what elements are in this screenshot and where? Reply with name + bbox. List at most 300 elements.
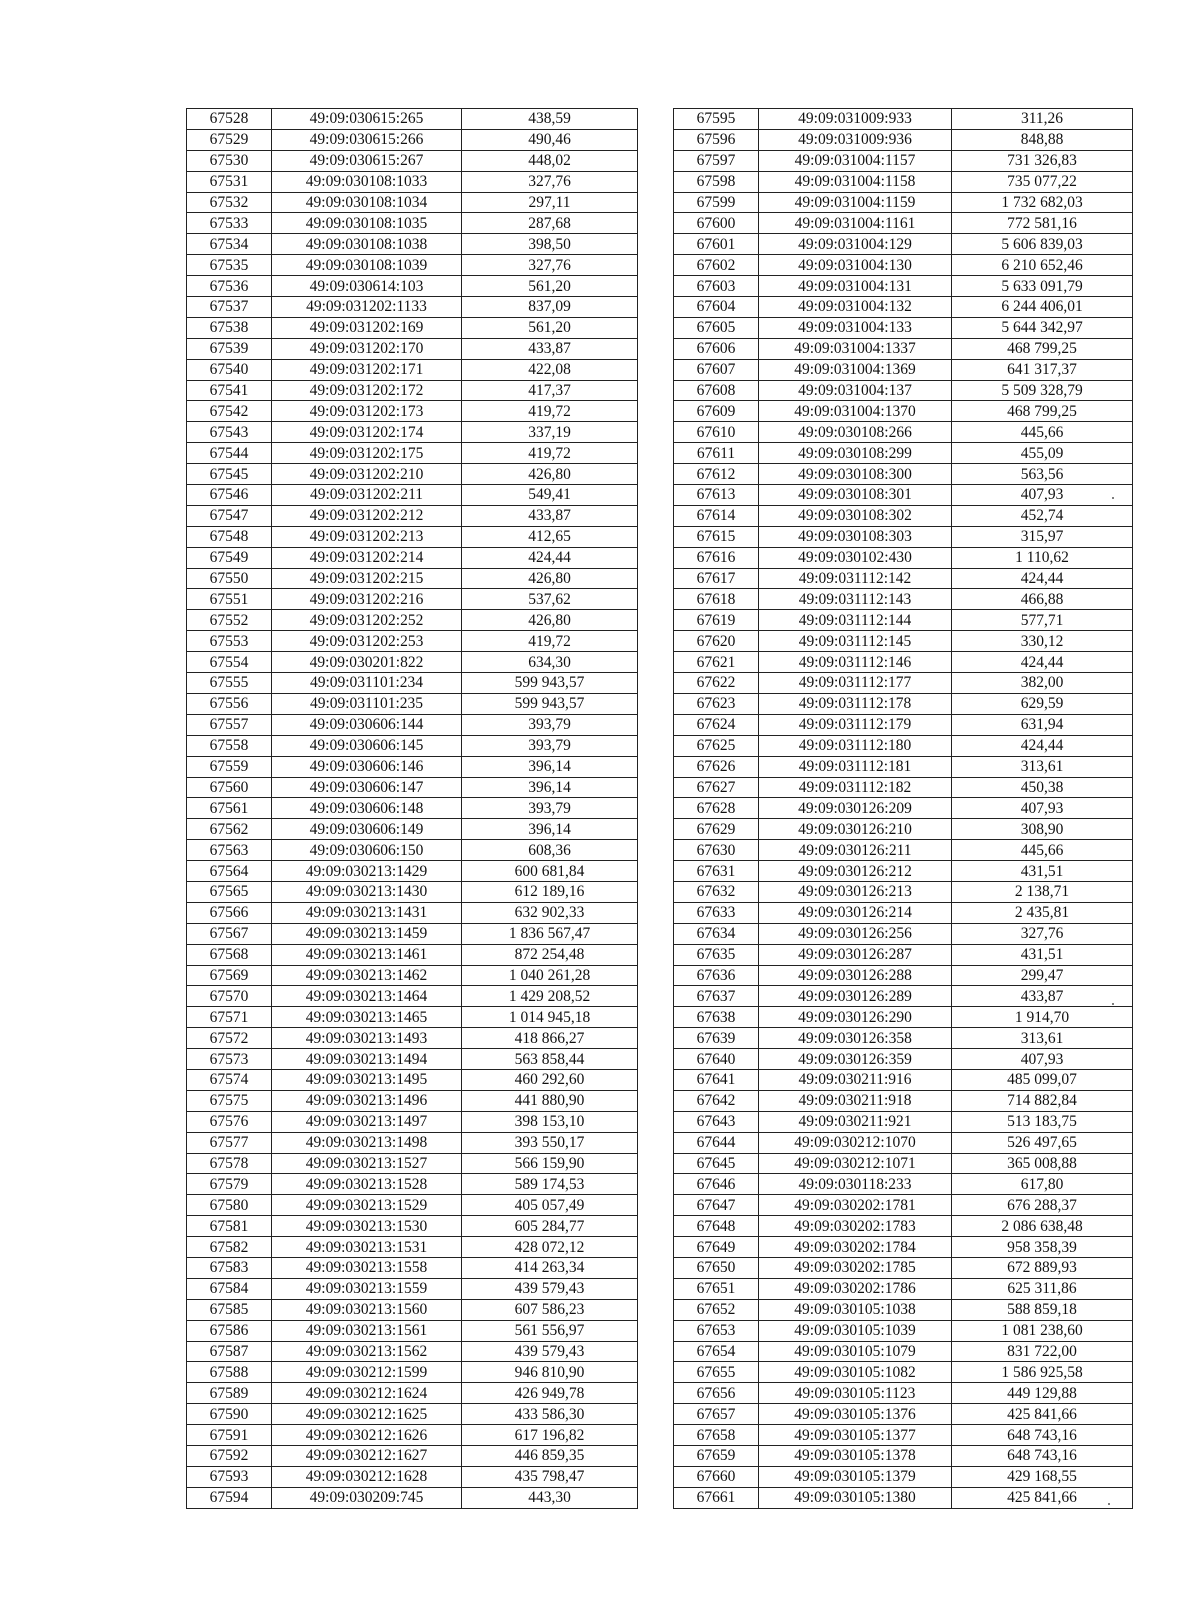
cadastral-number-cell: 49:09:031101:235	[272, 693, 462, 714]
value-cell: 422,08	[462, 359, 638, 380]
value-cell: 468 799,25	[952, 338, 1133, 359]
record-number-cell: 67624	[674, 714, 759, 735]
table-row	[187, 317, 638, 338]
cadastral-number-cell: 49:09:031202:216	[272, 589, 462, 610]
table-row	[187, 756, 638, 777]
record-number-cell: 67597	[674, 150, 759, 171]
table-row	[674, 1278, 1133, 1299]
cadastral-number-cell: 49:09:030213:1562	[272, 1341, 462, 1362]
table-row	[674, 213, 1133, 234]
cadastral-number-cell: 49:09:031112:146	[759, 652, 952, 673]
table-row	[187, 380, 638, 401]
cadastral-number-cell: 49:09:031202:252	[272, 610, 462, 631]
scan-speck	[1112, 1003, 1114, 1005]
table-row	[187, 714, 638, 735]
table-row	[187, 693, 638, 714]
cadastral-number-cell: 49:09:030212:1625	[272, 1404, 462, 1425]
scan-speck	[1108, 1503, 1110, 1505]
cadastral-number-cell: 49:09:030105:1079	[759, 1341, 952, 1362]
table-row	[674, 1090, 1133, 1111]
table-row	[674, 1028, 1133, 1049]
record-number-cell: 67647	[674, 1195, 759, 1216]
table-row	[674, 171, 1133, 192]
cadastral-number-cell: 49:09:030213:1430	[272, 881, 462, 902]
cadastral-number-cell: 49:09:031004:1158	[759, 171, 952, 192]
value-cell: 426 949,78	[462, 1383, 638, 1404]
cadastral-number-cell: 49:09:031004:131	[759, 276, 952, 297]
scan-speck	[1112, 497, 1114, 499]
cadastral-number-cell: 49:09:030126:256	[759, 923, 952, 944]
cadastral-number-cell: 49:09:030213:1465	[272, 1007, 462, 1028]
table-row	[674, 1487, 1133, 1508]
value-cell: 648 743,16	[952, 1425, 1133, 1446]
cadastral-number-cell: 49:09:031202:215	[272, 568, 462, 589]
record-number-cell: 67588	[187, 1362, 272, 1383]
record-number-cell: 67572	[187, 1028, 272, 1049]
cadastral-number-cell: 49:09:030126:210	[759, 819, 952, 840]
table-row	[674, 944, 1133, 965]
table-row	[674, 422, 1133, 443]
table-row	[187, 401, 638, 422]
table-row	[674, 485, 1133, 506]
cadastral-number-cell: 49:09:030105:1039	[759, 1320, 952, 1341]
record-number-cell: 67632	[674, 881, 759, 902]
value-cell: 330,12	[952, 631, 1133, 652]
record-number-cell: 67654	[674, 1341, 759, 1362]
cadastral-number-cell: 49:09:030108:1033	[272, 171, 462, 192]
record-number-cell: 67538	[187, 317, 272, 338]
value-cell: 315,97	[952, 526, 1133, 547]
record-number-cell: 67557	[187, 714, 272, 735]
cadastral-number-cell: 49:09:031202:174	[272, 422, 462, 443]
table-row	[674, 798, 1133, 819]
table-row	[674, 1383, 1133, 1404]
record-number-cell: 67537	[187, 297, 272, 318]
record-number-cell: 67591	[187, 1425, 272, 1446]
value-cell: 327,76	[952, 923, 1133, 944]
table-row	[674, 1299, 1133, 1320]
table-row	[674, 109, 1133, 130]
table-row	[187, 1487, 638, 1508]
record-number-cell: 67528	[187, 109, 272, 130]
cadastral-number-cell: 49:09:030202:1785	[759, 1257, 952, 1278]
record-number-cell: 67566	[187, 902, 272, 923]
table-row	[674, 317, 1133, 338]
table-row	[674, 401, 1133, 422]
cadastral-number-cell: 49:09:031202:1133	[272, 297, 462, 318]
value-cell: 1 732 682,03	[952, 192, 1133, 213]
table-row	[674, 756, 1133, 777]
value-cell: 561,20	[462, 317, 638, 338]
table-row	[187, 1195, 638, 1216]
value-cell: 5 644 342,97	[952, 317, 1133, 338]
cadastral-number-cell: 49:09:030213:1429	[272, 861, 462, 882]
table-row	[674, 1007, 1133, 1028]
value-cell: 393 550,17	[462, 1132, 638, 1153]
table-row	[187, 505, 638, 526]
table-row	[674, 255, 1133, 276]
record-number-cell: 67563	[187, 840, 272, 861]
cadastral-number-cell: 49:09:030105:1377	[759, 1425, 952, 1446]
value-cell: 448,02	[462, 150, 638, 171]
cadastral-number-cell: 49:09:031004:1159	[759, 192, 952, 213]
value-cell: 563,56	[952, 464, 1133, 485]
record-number-cell: 67550	[187, 568, 272, 589]
value-cell: 449 129,88	[952, 1383, 1133, 1404]
table-row	[187, 1383, 638, 1404]
cadastral-number-cell: 49:09:030213:1559	[272, 1278, 462, 1299]
table-row	[674, 359, 1133, 380]
table-row	[674, 673, 1133, 694]
record-number-cell: 67534	[187, 234, 272, 255]
record-number-cell: 67638	[674, 1007, 759, 1028]
value-cell: 431,51	[952, 944, 1133, 965]
cadastral-number-cell: 49:09:030606:145	[272, 735, 462, 756]
record-number-cell: 67569	[187, 965, 272, 986]
table-row	[187, 1466, 638, 1487]
table-row	[674, 505, 1133, 526]
record-number-cell: 67535	[187, 255, 272, 276]
value-cell: 398,50	[462, 234, 638, 255]
value-cell: 561,20	[462, 276, 638, 297]
record-number-cell: 67656	[674, 1383, 759, 1404]
record-number-cell: 67568	[187, 944, 272, 965]
cadastral-number-cell: 49:09:030213:1558	[272, 1257, 462, 1278]
table-row	[674, 1174, 1133, 1195]
cadastral-number-cell: 49:09:031004:129	[759, 234, 952, 255]
table-row	[187, 464, 638, 485]
cadastral-number-cell: 49:09:030212:1627	[272, 1446, 462, 1467]
value-cell: 419,72	[462, 443, 638, 464]
table-row	[187, 1425, 638, 1446]
record-number-cell: 67551	[187, 589, 272, 610]
record-number-cell: 67661	[674, 1487, 759, 1508]
table-row	[674, 150, 1133, 171]
cadastral-number-cell: 49:09:031202:172	[272, 380, 462, 401]
value-cell: 1 836 567,47	[462, 923, 638, 944]
cadastral-number-cell: 49:09:030213:1431	[272, 902, 462, 923]
value-cell: 632 902,33	[462, 902, 638, 923]
cadastral-number-cell: 49:09:030213:1527	[272, 1153, 462, 1174]
value-cell: 327,76	[462, 255, 638, 276]
cadastral-number-cell: 49:09:030606:144	[272, 714, 462, 735]
value-cell: 396,14	[462, 756, 638, 777]
value-cell: 612 189,16	[462, 881, 638, 902]
cadastral-number-cell: 49:09:031202:211	[272, 485, 462, 506]
value-cell: 433,87	[462, 505, 638, 526]
table-row	[187, 861, 638, 882]
value-cell: 1 040 261,28	[462, 965, 638, 986]
value-cell: 1 110,62	[952, 547, 1133, 568]
cadastral-number-cell: 49:09:030213:1531	[272, 1237, 462, 1258]
table-row	[674, 777, 1133, 798]
record-number-cell: 67659	[674, 1446, 759, 1467]
value-cell: 393,79	[462, 714, 638, 735]
record-number-cell: 67580	[187, 1195, 272, 1216]
record-number-cell: 67562	[187, 819, 272, 840]
table-row	[187, 109, 638, 130]
table-row	[187, 986, 638, 1007]
value-cell: 2 086 638,48	[952, 1216, 1133, 1237]
cadastral-number-cell: 49:09:030614:103	[272, 276, 462, 297]
cadastral-number-cell: 49:09:031004:1161	[759, 213, 952, 234]
record-number-cell: 67626	[674, 756, 759, 777]
value-cell: 566 159,90	[462, 1153, 638, 1174]
value-cell: 407,93	[952, 798, 1133, 819]
table-row	[674, 234, 1133, 255]
value-cell: 631,94	[952, 714, 1133, 735]
cadastral-number-cell: 49:09:031009:933	[759, 109, 952, 130]
cadastral-number-cell: 49:09:030108:1035	[272, 213, 462, 234]
table-row	[674, 840, 1133, 861]
table-row	[187, 1446, 638, 1467]
value-cell: 1 014 945,18	[462, 1007, 638, 1028]
table-row	[187, 798, 638, 819]
cadastral-number-cell: 49:09:030606:148	[272, 798, 462, 819]
cadastral-number-cell: 49:09:031004:1337	[759, 338, 952, 359]
table-row	[187, 1216, 638, 1237]
record-number-cell: 67650	[674, 1257, 759, 1278]
value-cell: 426,80	[462, 568, 638, 589]
value-cell: 466,88	[952, 589, 1133, 610]
table-row	[674, 652, 1133, 673]
cadastral-number-cell: 49:09:031101:234	[272, 673, 462, 694]
cadastral-number-cell: 49:09:030211:921	[759, 1111, 952, 1132]
table-row	[674, 1069, 1133, 1090]
cadastral-number-cell: 49:09:030213:1498	[272, 1132, 462, 1153]
record-number-cell: 67608	[674, 380, 759, 401]
cadastral-number-cell: 49:09:030126:290	[759, 1007, 952, 1028]
cadastral-number-cell: 49:09:031112:181	[759, 756, 952, 777]
table-row	[187, 485, 638, 506]
table-row	[187, 923, 638, 944]
record-number-cell: 67556	[187, 693, 272, 714]
record-number-cell: 67547	[187, 505, 272, 526]
value-cell: 438,59	[462, 109, 638, 130]
table-row	[187, 944, 638, 965]
value-cell: 641 317,37	[952, 359, 1133, 380]
value-cell: 425 841,66	[952, 1404, 1133, 1425]
cadastral-number-cell: 49:09:030201:822	[272, 652, 462, 673]
record-number-cell: 67645	[674, 1153, 759, 1174]
cadastral-number-cell: 49:09:031202:170	[272, 338, 462, 359]
record-number-cell: 67595	[674, 109, 759, 130]
table-row	[674, 338, 1133, 359]
record-number-cell: 67601	[674, 234, 759, 255]
table-row	[674, 965, 1133, 986]
value-cell: 445,66	[952, 840, 1133, 861]
value-cell: 393,79	[462, 735, 638, 756]
value-cell: 419,72	[462, 631, 638, 652]
record-number-cell: 67651	[674, 1278, 759, 1299]
table-row	[187, 1153, 638, 1174]
cadastral-number-cell: 49:09:030213:1497	[272, 1111, 462, 1132]
record-number-cell: 67546	[187, 485, 272, 506]
record-number-cell: 67554	[187, 652, 272, 673]
value-cell: 5 606 839,03	[952, 234, 1133, 255]
value-cell: 837,09	[462, 297, 638, 318]
value-cell: 414 263,34	[462, 1257, 638, 1278]
value-cell: 418 866,27	[462, 1028, 638, 1049]
cadastral-number-cell: 49:09:031202:173	[272, 401, 462, 422]
cadastral-number-cell: 49:09:031202:171	[272, 359, 462, 380]
cadastral-number-cell: 49:09:031004:132	[759, 297, 952, 318]
table-row	[674, 923, 1133, 944]
cadastral-number-cell: 49:09:030213:1459	[272, 923, 462, 944]
cadastral-number-cell: 49:09:030212:1599	[272, 1362, 462, 1383]
table-row	[187, 192, 638, 213]
value-cell: 425 841,66	[952, 1487, 1133, 1508]
value-cell: 365 008,88	[952, 1153, 1133, 1174]
cadastral-number-cell: 49:09:030108:301	[759, 485, 952, 506]
value-cell: 452,74	[952, 505, 1133, 526]
table-row	[674, 735, 1133, 756]
cadastral-number-cell: 49:09:030105:1378	[759, 1446, 952, 1467]
cadastral-number-cell: 49:09:031004:137	[759, 380, 952, 401]
value-cell: 490,46	[462, 129, 638, 150]
value-cell: 443,30	[462, 1487, 638, 1508]
table-row	[187, 1237, 638, 1258]
cadastral-number-cell: 49:09:030108:303	[759, 526, 952, 547]
record-number-cell: 67643	[674, 1111, 759, 1132]
cadastral-number-cell: 49:09:030105:1379	[759, 1466, 952, 1487]
value-cell: 460 292,60	[462, 1069, 638, 1090]
table-row	[674, 1341, 1133, 1362]
value-cell: 313,61	[952, 1028, 1133, 1049]
record-number-cell: 67570	[187, 986, 272, 1007]
table-row	[187, 129, 638, 150]
cadastral-number-cell: 49:09:031112:180	[759, 735, 952, 756]
value-cell: 617 196,82	[462, 1425, 638, 1446]
record-number-cell: 67644	[674, 1132, 759, 1153]
table-row	[187, 631, 638, 652]
value-cell: 605 284,77	[462, 1216, 638, 1237]
cadastral-number-cell: 49:09:031202:210	[272, 464, 462, 485]
cadastral-number-cell: 49:09:030606:146	[272, 756, 462, 777]
value-cell: 946 810,90	[462, 1362, 638, 1383]
cadastral-number-cell: 49:09:030213:1529	[272, 1195, 462, 1216]
record-number-cell: 67559	[187, 756, 272, 777]
cadastral-number-cell: 49:09:030105:1376	[759, 1404, 952, 1425]
value-cell: 441 880,90	[462, 1090, 638, 1111]
value-cell: 526 497,65	[952, 1132, 1133, 1153]
record-number-cell: 67657	[674, 1404, 759, 1425]
value-cell: 1 586 925,58	[952, 1362, 1133, 1383]
table-row	[674, 1049, 1133, 1070]
record-number-cell: 67613	[674, 485, 759, 506]
cadastral-number-cell: 49:09:030211:918	[759, 1090, 952, 1111]
cadastral-number-cell: 49:09:030126:287	[759, 944, 952, 965]
cadastral-number-cell: 49:09:030105:1038	[759, 1299, 952, 1320]
table-row	[187, 547, 638, 568]
cadastral-number-cell: 49:09:031202:175	[272, 443, 462, 464]
table-row	[674, 1404, 1133, 1425]
record-number-cell: 67653	[674, 1320, 759, 1341]
record-number-cell: 67584	[187, 1278, 272, 1299]
table-row	[674, 589, 1133, 610]
record-number-cell: 67619	[674, 610, 759, 631]
record-number-cell: 67630	[674, 840, 759, 861]
value-cell: 1 914,70	[952, 1007, 1133, 1028]
table-row	[187, 297, 638, 318]
table-row	[674, 1257, 1133, 1278]
record-number-cell: 67575	[187, 1090, 272, 1111]
record-number-cell: 67649	[674, 1237, 759, 1258]
record-number-cell: 67609	[674, 401, 759, 422]
value-cell: 831 722,00	[952, 1341, 1133, 1362]
table-row	[674, 693, 1133, 714]
value-cell: 617,80	[952, 1174, 1133, 1195]
table-row	[187, 1278, 638, 1299]
cadastral-number-cell: 49:09:030126:358	[759, 1028, 952, 1049]
record-number-cell: 67611	[674, 443, 759, 464]
table-row	[674, 464, 1133, 485]
record-number-cell: 67652	[674, 1299, 759, 1320]
table-row	[674, 443, 1133, 464]
value-cell: 398 153,10	[462, 1111, 638, 1132]
record-number-cell: 67622	[674, 673, 759, 694]
cadastral-number-cell: 49:09:030213:1495	[272, 1069, 462, 1090]
value-cell: 599 943,57	[462, 673, 638, 694]
record-number-cell: 67620	[674, 631, 759, 652]
table-row	[674, 861, 1133, 882]
cadastral-number-cell: 49:09:030213:1561	[272, 1320, 462, 1341]
value-cell: 287,68	[462, 213, 638, 234]
record-number-cell: 67603	[674, 276, 759, 297]
record-number-cell: 67614	[674, 505, 759, 526]
table-row	[187, 359, 638, 380]
value-cell: 6 244 406,01	[952, 297, 1133, 318]
record-number-cell: 67639	[674, 1028, 759, 1049]
record-number-cell: 67571	[187, 1007, 272, 1028]
record-number-cell: 67616	[674, 547, 759, 568]
value-cell: 407,93	[952, 485, 1133, 506]
cadastral-number-cell: 49:09:030211:916	[759, 1069, 952, 1090]
record-number-cell: 67628	[674, 798, 759, 819]
record-number-cell: 67605	[674, 317, 759, 338]
value-cell: 327,76	[462, 171, 638, 192]
table-row	[674, 1111, 1133, 1132]
value-cell: 435 798,47	[462, 1466, 638, 1487]
table-row	[187, 1007, 638, 1028]
value-cell: 446 859,35	[462, 1446, 638, 1467]
table-row	[674, 1153, 1133, 1174]
record-number-cell: 67594	[187, 1487, 272, 1508]
value-cell: 426,80	[462, 464, 638, 485]
record-number-cell: 67545	[187, 464, 272, 485]
table-row	[187, 255, 638, 276]
record-number-cell: 67552	[187, 610, 272, 631]
record-number-cell: 67648	[674, 1216, 759, 1237]
record-number-cell: 67593	[187, 1466, 272, 1487]
table-row	[187, 881, 638, 902]
value-cell: 450,38	[952, 777, 1133, 798]
record-number-cell: 67577	[187, 1132, 272, 1153]
cadastral-number-cell: 49:09:031004:1370	[759, 401, 952, 422]
table-row	[187, 1111, 638, 1132]
cadastral-number-cell: 49:09:030126:209	[759, 798, 952, 819]
value-cell: 648 743,16	[952, 1446, 1133, 1467]
value-cell: 589 174,53	[462, 1174, 638, 1195]
cadastral-number-cell: 49:09:030615:267	[272, 150, 462, 171]
cadastral-number-cell: 49:09:030213:1493	[272, 1028, 462, 1049]
table-row	[674, 1132, 1133, 1153]
value-cell: 731 326,83	[952, 150, 1133, 171]
record-number-cell: 67602	[674, 255, 759, 276]
cadastral-number-cell: 49:09:030108:299	[759, 443, 952, 464]
table-row	[187, 1090, 638, 1111]
table-row	[674, 380, 1133, 401]
